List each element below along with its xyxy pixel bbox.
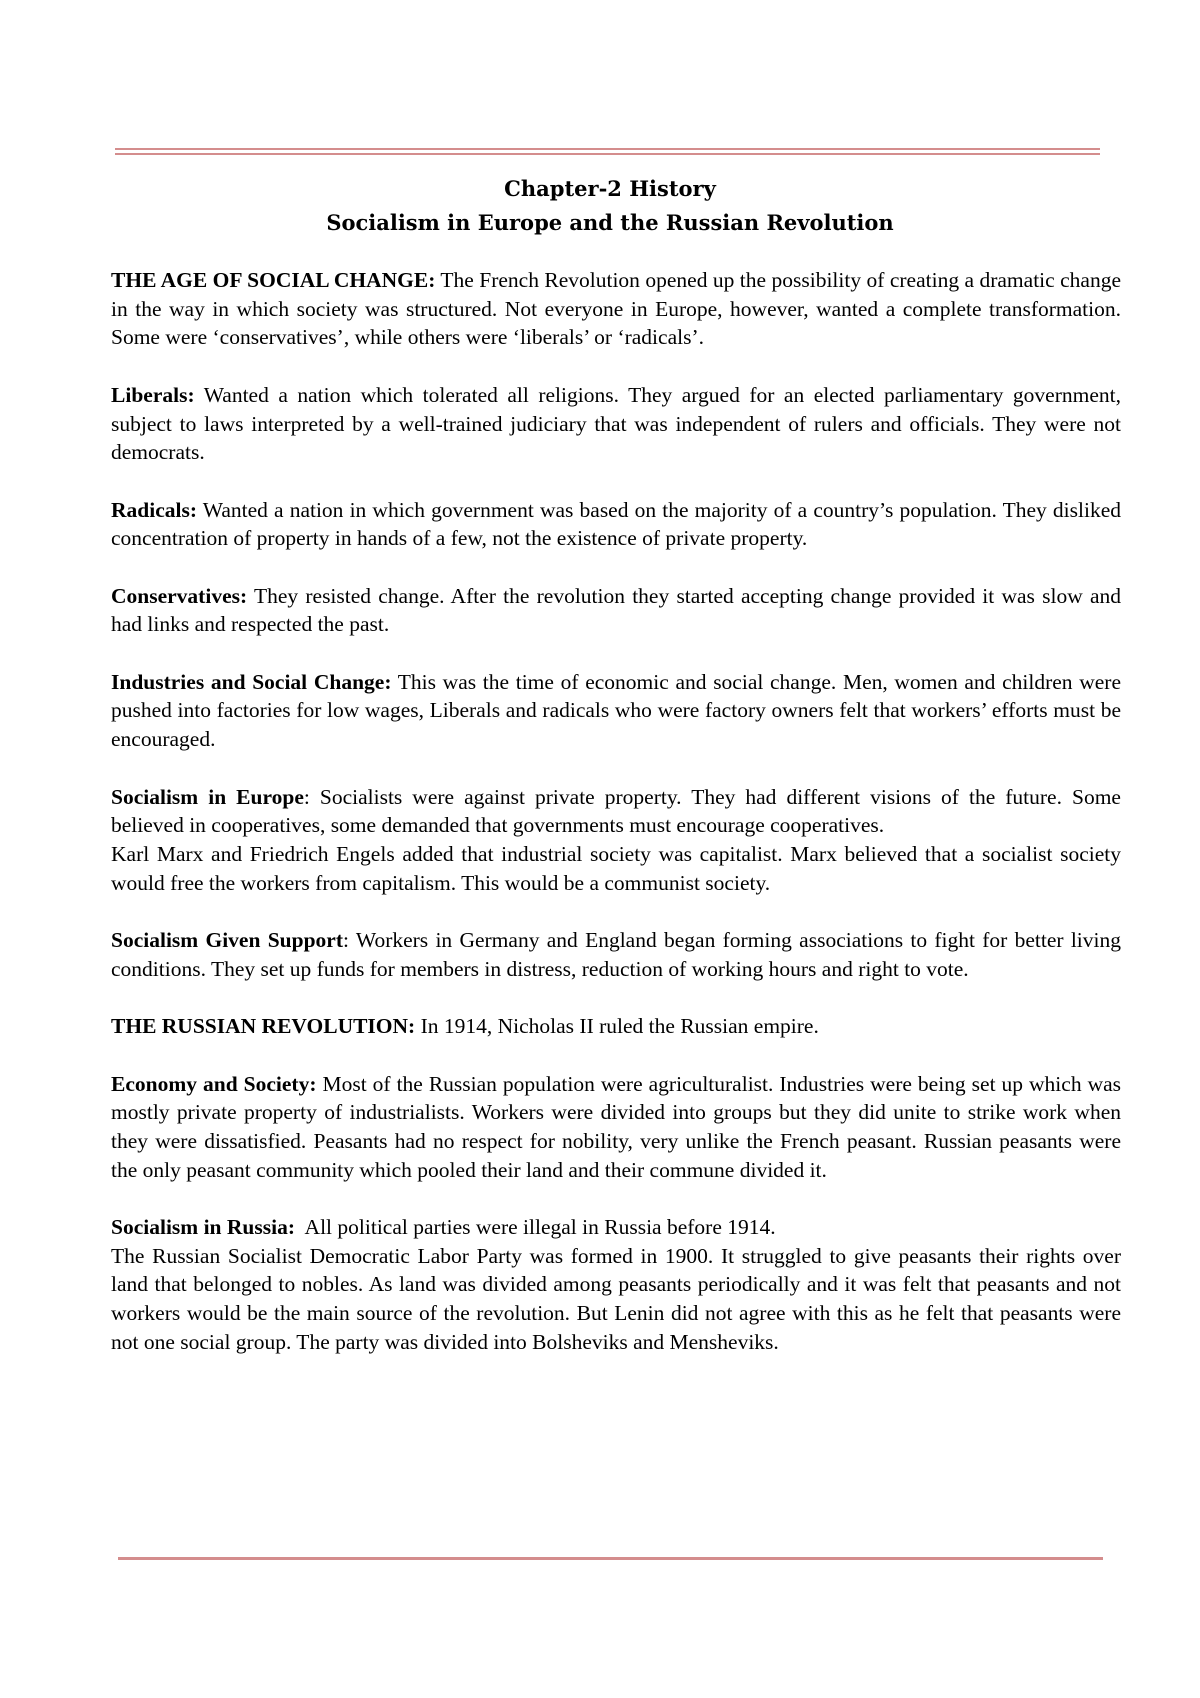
paragraph-text: Wanted a nation which tolerated all religions. They argued for an elected parliamentary government, subject to laws interpreted by a well-trained judiciary that was independent of rulers and officials. They were not democrats. bbox=[111, 382, 1121, 465]
paragraph-heading: Socialism Given Support bbox=[111, 928, 343, 953]
paragraph-socialism-europe bbox=[111, 783, 1121, 898]
top-divider-line-1 bbox=[115, 148, 1100, 150]
paragraph-russian-revolution bbox=[111, 1012, 1121, 1041]
paragraph-text: The French Revolution opened up the possibility of creating a dramatic change in the way in which society was structured. Not everyone in Europe, however, wanted a complete transformation. Some were ‘conservatives’, while others were ‘liberals’ or ‘radicals’. bbox=[111, 268, 1121, 350]
paragraph-liberals bbox=[111, 381, 1121, 467]
bottom-divider-line bbox=[118, 1557, 1103, 1560]
paragraph-socialism-russia-part-2: The Russian Socialist Democratic Labor Party was formed in 1900. It struggled to give peasants their rights over land that belonged to nobles. As land was divided among peasants periodically and it was felt that peasants and not workers would be the main source of the revolution. But Lenin did not agree with this as he felt that peasants were not one social group. The party was divided into Bolsheviks and Mensheviks. bbox=[111, 1243, 1121, 1354]
paragraph-heading: THE AGE OF SOCIAL CHANGE: bbox=[111, 268, 436, 292]
paragraph-heading: Industries and Social Change: bbox=[111, 669, 392, 694]
paragraph-text: Wanted a nation in which government was based on the majority of a country’s population. They disliked concentration of property in hands of a few, not the existence of private property. bbox=[111, 497, 1121, 551]
paragraph-socialism-russia-part-1 bbox=[111, 1213, 1121, 1242]
title-block bbox=[110, 172, 1110, 240]
paragraph-text: : Workers in Germany and England began forming associations to fight for better living conditions. They set up funds for members in distress, reduction of working hours and right to vote. bbox=[111, 928, 1121, 981]
paragraph-heading: THE RUSSIAN REVOLUTION: bbox=[111, 1014, 416, 1039]
paragraph-socialism-russia bbox=[111, 1213, 1121, 1357]
paragraph-radicals bbox=[111, 496, 1121, 553]
paragraph-heading: Socialism in Russia: bbox=[111, 1215, 295, 1240]
top-divider-line-2 bbox=[115, 153, 1100, 155]
paragraph-text: All political parties were illegal in Russia before 1914. bbox=[294, 1215, 776, 1240]
paragraph-text: They resisted change. After the revolution they started accepting change provided it was slow and had links and respected the past. bbox=[111, 583, 1121, 637]
paragraph-heading: Radicals: bbox=[111, 497, 197, 522]
paragraph-heading: Economy and Society: bbox=[111, 1071, 317, 1096]
paragraph-text: : Socialists were against private property. They had different visions of the future. Some believed in cooperatives, some demanded that governments must encourage cooperatives. bbox=[111, 784, 1121, 838]
paragraph-socialism-support bbox=[111, 926, 1121, 983]
paragraph-text: In 1914, Nicholas II ruled the Russian empire. bbox=[415, 1014, 819, 1039]
paragraph-conservatives bbox=[111, 582, 1121, 639]
bottom-divider bbox=[118, 1557, 1103, 1561]
paragraph-heading: Socialism in Europe bbox=[111, 784, 304, 809]
paragraph-age-of-social-change bbox=[111, 266, 1121, 352]
paragraph-socialism-europe-part-1 bbox=[111, 783, 1121, 840]
paragraph-socialism-europe-part-2: Karl Marx and Friedrich Engels added that industrial society was capitalist. Marx believed that a socialist society would free the workers from capitalism. This would be a communist society. bbox=[111, 841, 1121, 895]
paragraph-economy-society bbox=[111, 1070, 1121, 1185]
paragraph-text: This was the time of economic and social change. Men, women and children were pushed into factories for low wages, Liberals and radicals who were factory owners felt that workers’ efforts must be encouraged. bbox=[111, 669, 1121, 752]
page-title: Chapter-2 History bbox=[504, 176, 716, 201]
paragraph-industries bbox=[111, 668, 1121, 754]
paragraph-heading: Liberals: bbox=[111, 382, 195, 407]
top-divider bbox=[115, 148, 1100, 155]
page-subtitle: Socialism in Europe and the Russian Revolution bbox=[326, 210, 894, 235]
paragraph-heading: Conservatives: bbox=[111, 583, 248, 608]
paragraph-text: Most of the Russian population were agriculturalist. Industries were being set up which was mostly private property of industrialists. Workers were divided into groups but they did unite to strike work when they were dissatisfied. Peasants had no respect for nobility, very unlike the French peasant. Russian peasants were the only peasant community which pooled their land and their commune divided it. bbox=[111, 1071, 1122, 1182]
document-body bbox=[111, 266, 1121, 1385]
